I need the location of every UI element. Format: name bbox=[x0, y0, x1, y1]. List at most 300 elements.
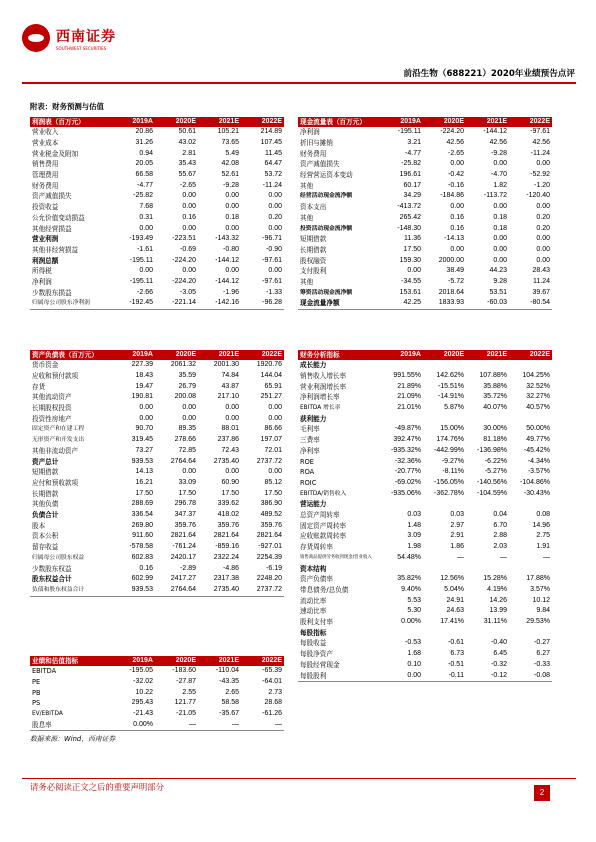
value-cell: -148.30 bbox=[397, 224, 421, 232]
row-label: 其他 bbox=[300, 213, 314, 222]
value-cell: 0.00 bbox=[182, 404, 196, 412]
value-cell: 0.00 bbox=[493, 256, 507, 264]
value-cell: 1833.93 bbox=[423, 298, 466, 309]
row-label: 经营活动现金流净额 bbox=[300, 193, 353, 200]
table-row bbox=[298, 478, 552, 489]
row-label: 资产减值损失 bbox=[32, 192, 72, 201]
value-cell: 0.20 bbox=[268, 213, 282, 221]
value-cell: 939.53 bbox=[131, 457, 153, 465]
value-cell: -193.49 bbox=[129, 235, 153, 243]
row-label: 其他负债 bbox=[32, 500, 59, 509]
value-cell: 39.67 bbox=[532, 288, 550, 296]
value-cell: 0.00 bbox=[268, 267, 282, 275]
value-cell: 15.00% bbox=[440, 425, 464, 433]
table-row bbox=[298, 424, 552, 435]
value-cell: 153.61 bbox=[399, 288, 421, 296]
value-cell: 386.90 bbox=[260, 500, 282, 508]
report-title: 前沿生物（688221）2020年业绩预告点评 bbox=[403, 69, 575, 79]
value-cell: 38.49 bbox=[446, 267, 464, 275]
value-cell: 42.56 bbox=[446, 138, 464, 146]
row-label: PS bbox=[32, 699, 41, 708]
value-cell: -0.27 bbox=[534, 639, 550, 647]
row-label: 投资性房地产 bbox=[32, 414, 72, 423]
value-cell: 35.72% bbox=[483, 393, 507, 401]
value-cell: 2.88 bbox=[493, 532, 507, 540]
row-label: 带息债务/总负债 bbox=[300, 585, 349, 594]
value-cell: -4.86 bbox=[223, 564, 239, 572]
row-label: 销售商品提供劳务收到现金/营业收入 bbox=[300, 554, 372, 560]
value-cell: 319.45 bbox=[131, 436, 153, 444]
value-cell: 336.54 bbox=[131, 511, 153, 519]
table-row bbox=[30, 531, 284, 542]
value-cell: 17.50 bbox=[403, 245, 421, 253]
row-label: 应付和预收款项 bbox=[32, 478, 79, 487]
value-cell bbox=[466, 564, 509, 575]
value-cell: 200.08 bbox=[174, 393, 196, 401]
table-row bbox=[298, 489, 552, 500]
table-row bbox=[30, 138, 284, 149]
value-cell: — bbox=[500, 553, 507, 561]
value-cell: -104.59% bbox=[477, 489, 507, 497]
value-cell: -0.12 bbox=[466, 671, 509, 682]
value-cell: -113.72 bbox=[483, 192, 507, 200]
value-cell: -362.78% bbox=[434, 489, 464, 497]
value-cell: 0.03 bbox=[407, 511, 421, 519]
value-cell: 0.00 bbox=[225, 414, 239, 422]
value-cell: 2764.64 bbox=[155, 585, 198, 596]
value-cell: 359.76 bbox=[260, 521, 282, 529]
table-row bbox=[298, 596, 552, 607]
table-row bbox=[298, 521, 552, 532]
value-cell: 6.70 bbox=[493, 521, 507, 529]
value-cell: -0.32 bbox=[491, 660, 507, 668]
valuation-table bbox=[30, 656, 284, 731]
table-row bbox=[30, 360, 284, 371]
table-row bbox=[30, 510, 284, 521]
value-cell: 2.73 bbox=[268, 688, 282, 696]
value-cell: -43.35 bbox=[219, 677, 239, 685]
table-row bbox=[30, 191, 284, 202]
value-cell bbox=[380, 564, 423, 575]
row-label: 股利支付率 bbox=[300, 618, 333, 627]
table-row bbox=[298, 457, 552, 468]
table-row bbox=[30, 234, 284, 245]
value-cell: 190.81 bbox=[131, 393, 153, 401]
value-cell: 9.40% bbox=[401, 585, 421, 593]
value-cell: -9.28 bbox=[491, 149, 507, 157]
table-row bbox=[298, 660, 552, 671]
table-row bbox=[298, 403, 552, 414]
value-cell: 1.86 bbox=[450, 543, 464, 551]
value-cell: — bbox=[241, 720, 284, 731]
value-cell: 288.69 bbox=[131, 500, 153, 508]
value-cell bbox=[509, 628, 552, 639]
value-cell: 159.30 bbox=[399, 256, 421, 264]
row-label: EBITDA 增长率 bbox=[300, 405, 341, 412]
value-cell: -761.24 bbox=[172, 543, 196, 551]
value-cell bbox=[423, 499, 466, 510]
year-header-cell: 2020E bbox=[423, 350, 466, 360]
value-cell: 2821.64 bbox=[170, 532, 196, 540]
value-cell: 0.00 bbox=[450, 203, 464, 211]
value-cell: 54.48% bbox=[397, 553, 421, 561]
value-cell: -935.06% bbox=[391, 489, 421, 497]
row-label: 其他非流动资产 bbox=[32, 446, 79, 455]
row-label: 其他流动资产 bbox=[32, 393, 72, 402]
value-cell: 35.59 bbox=[178, 371, 196, 379]
table-row bbox=[298, 298, 552, 309]
value-cell: -0.80 bbox=[223, 245, 239, 253]
year-header-cell: 2020E bbox=[155, 117, 198, 127]
value-cell: 1.91 bbox=[536, 543, 550, 551]
value-cell: -30.43% bbox=[523, 489, 550, 497]
table-row bbox=[30, 256, 284, 267]
table-title-cell: 利润表（百万元） bbox=[30, 117, 112, 127]
year-header-cell: 2020E bbox=[155, 656, 198, 666]
value-cell: 0.00 bbox=[493, 160, 507, 168]
value-cell: 991.55% bbox=[393, 371, 421, 379]
row-label: 支付股利 bbox=[300, 267, 327, 276]
value-cell: -35.67 bbox=[219, 710, 239, 718]
row-label: 存货 bbox=[32, 382, 46, 391]
value-cell: 14.26 bbox=[489, 596, 507, 604]
value-cell: 0.00% bbox=[401, 618, 421, 626]
value-cell: -195.11 bbox=[129, 256, 153, 264]
value-cell: 72.43 bbox=[221, 446, 239, 454]
value-cell: -156.05% bbox=[434, 478, 464, 486]
table-row bbox=[298, 256, 552, 267]
value-cell: -2.66 bbox=[137, 288, 153, 296]
row-label: 短期借款 bbox=[32, 468, 59, 477]
table-row bbox=[30, 159, 284, 170]
table-row bbox=[298, 138, 552, 149]
value-cell: 73.65 bbox=[221, 138, 239, 146]
value-cell: 0.00 bbox=[182, 468, 196, 476]
table-row bbox=[298, 414, 552, 425]
table-header-row bbox=[30, 656, 284, 666]
table-row bbox=[30, 288, 284, 299]
value-cell: 144.04 bbox=[260, 371, 282, 379]
table-row bbox=[298, 159, 552, 170]
table-row bbox=[30, 585, 284, 596]
value-cell: 42.56 bbox=[532, 138, 550, 146]
value-cell: 0.20 bbox=[536, 224, 550, 232]
value-cell: -32.36% bbox=[394, 457, 421, 465]
value-cell: 295.43 bbox=[131, 699, 153, 707]
value-cell: 74.84 bbox=[221, 371, 239, 379]
value-cell: -0.53 bbox=[405, 639, 421, 647]
value-cell: 29.53% bbox=[526, 618, 550, 626]
value-cell: 214.89 bbox=[260, 128, 282, 136]
row-label: 固定资产周转率 bbox=[300, 521, 347, 530]
value-cell: 0.00 bbox=[493, 245, 507, 253]
table-row bbox=[298, 213, 552, 224]
value-cell: 0.20 bbox=[536, 213, 550, 221]
row-label: 速动比率 bbox=[300, 607, 327, 616]
value-cell: -6.19 bbox=[266, 564, 282, 572]
value-cell: 17.50 bbox=[135, 489, 153, 497]
value-cell: 2735.40 bbox=[198, 585, 241, 596]
value-cell: 0.00 bbox=[225, 468, 239, 476]
value-cell: 49.77% bbox=[526, 436, 550, 444]
value-cell: 418.02 bbox=[217, 511, 239, 519]
value-cell: 251.27 bbox=[260, 393, 282, 401]
table-row bbox=[298, 531, 552, 542]
value-cell: -61.26 bbox=[262, 710, 282, 718]
value-cell: 21.09% bbox=[397, 393, 421, 401]
row-label: 负债合计 bbox=[32, 511, 59, 520]
value-cell: 0.00 bbox=[450, 160, 464, 168]
row-label: 三费率 bbox=[300, 436, 320, 445]
table-title-cell: 现金流量表（百万元） bbox=[298, 117, 380, 127]
row-label: 营运能力 bbox=[300, 500, 327, 509]
value-cell: -96.28 bbox=[241, 298, 284, 309]
row-label: 净利润 bbox=[32, 278, 52, 287]
value-cell: 28.43 bbox=[532, 267, 550, 275]
value-cell: -25.82 bbox=[133, 192, 153, 200]
value-cell: 2.55 bbox=[182, 688, 196, 696]
value-cell: 0.00 bbox=[493, 235, 507, 243]
table-row bbox=[30, 424, 284, 435]
value-cell: -3.57% bbox=[527, 468, 550, 476]
value-cell: -8.11% bbox=[442, 468, 464, 476]
value-cell: 31.11% bbox=[483, 618, 507, 626]
value-cell: -413.72 bbox=[397, 203, 421, 211]
value-cell: 6.73 bbox=[450, 650, 464, 658]
row-label: 管理费用 bbox=[32, 171, 59, 180]
value-cell bbox=[509, 564, 552, 575]
value-cell: -96.71 bbox=[262, 235, 282, 243]
value-cell: 0.00 bbox=[268, 224, 282, 232]
value-cell: -859.16 bbox=[215, 543, 239, 551]
value-cell: 265.42 bbox=[399, 213, 421, 221]
table-row bbox=[298, 467, 552, 478]
value-cell: 12.56% bbox=[440, 575, 464, 583]
row-label: 股本 bbox=[32, 521, 46, 530]
table-row bbox=[298, 360, 552, 371]
table-row bbox=[298, 649, 552, 660]
row-label: 股息率 bbox=[30, 720, 112, 731]
table-row bbox=[30, 688, 284, 699]
value-cell: 5.04% bbox=[444, 585, 464, 593]
value-cell: 0.00 bbox=[450, 245, 464, 253]
value-cell: 0.00 bbox=[536, 160, 550, 168]
value-cell: 11.45 bbox=[265, 149, 282, 157]
value-cell: 939.53 bbox=[112, 585, 155, 596]
value-cell: -5.72 bbox=[448, 278, 464, 286]
row-label: 货币资金 bbox=[32, 361, 59, 370]
value-cell: 0.00 bbox=[182, 414, 196, 422]
value-cell: 0.00 bbox=[182, 224, 196, 232]
value-cell: 237.86 bbox=[217, 436, 239, 444]
value-cell: 5.30 bbox=[407, 607, 421, 615]
row-label: 资本公积 bbox=[32, 532, 59, 541]
row-label: 净利润增长率 bbox=[300, 393, 340, 402]
value-cell: 32.52% bbox=[526, 382, 550, 390]
value-cell: — bbox=[543, 553, 550, 561]
value-cell bbox=[509, 360, 552, 371]
company-logo bbox=[22, 22, 162, 68]
table-row bbox=[298, 671, 552, 682]
value-cell: -14.13 bbox=[444, 235, 464, 243]
row-label: 留存收益 bbox=[32, 543, 59, 552]
value-cell: 19.47 bbox=[135, 382, 153, 390]
value-cell: 17.41% bbox=[440, 618, 464, 626]
value-cell: -9.28 bbox=[223, 181, 239, 189]
value-cell: -195.11 bbox=[129, 278, 153, 286]
row-label: 经营营运资本变动 bbox=[300, 171, 353, 180]
value-cell: -97.61 bbox=[262, 278, 282, 286]
table-row bbox=[298, 181, 552, 192]
table-row bbox=[30, 478, 284, 489]
value-cell: 0.00 bbox=[225, 267, 239, 275]
year-header-cell: 2020E bbox=[423, 117, 466, 127]
value-cell: 33.09 bbox=[178, 478, 196, 486]
year-header-cell: 2020E bbox=[155, 350, 198, 360]
value-cell: -120.40 bbox=[526, 192, 550, 200]
value-cell: -45.42% bbox=[523, 446, 550, 454]
value-cell: -192.45 bbox=[112, 298, 155, 309]
table-row bbox=[298, 277, 552, 288]
value-cell: 11.24 bbox=[533, 278, 550, 286]
value-cell: -11.24 bbox=[262, 181, 282, 189]
table-row bbox=[298, 553, 552, 564]
row-label: 应收和预付款项 bbox=[32, 371, 79, 380]
value-cell: 1.82 bbox=[493, 181, 507, 189]
value-cell: -224.20 bbox=[440, 128, 464, 136]
row-label: 营业利润 bbox=[32, 235, 59, 244]
value-cell: -14.91% bbox=[437, 393, 464, 401]
value-cell: 2.03 bbox=[493, 543, 507, 551]
value-cell bbox=[466, 360, 509, 371]
value-cell: 34.29 bbox=[403, 192, 421, 200]
value-cell: -142.16 bbox=[198, 298, 241, 309]
value-cell: -5.27% bbox=[484, 468, 507, 476]
value-cell: -184.86 bbox=[440, 192, 464, 200]
value-cell: 42.56 bbox=[489, 138, 507, 146]
table-row bbox=[298, 202, 552, 213]
row-label: 现金流量净额 bbox=[298, 298, 380, 309]
financial-ratios-table bbox=[298, 350, 552, 682]
year-header-cell: 2021E bbox=[466, 117, 509, 127]
table-row bbox=[298, 446, 552, 457]
row-label: 资产负债率 bbox=[300, 575, 333, 584]
logo-en-text: SOUTHWEST SECURITIES bbox=[56, 46, 107, 51]
value-cell: -0.90 bbox=[266, 245, 282, 253]
value-cell bbox=[423, 628, 466, 639]
row-label: 无形资产和开发支出 bbox=[32, 437, 85, 444]
table-row bbox=[298, 564, 552, 575]
value-cell: 73.27 bbox=[135, 446, 153, 454]
value-cell bbox=[380, 628, 423, 639]
value-cell: 35.43 bbox=[178, 160, 196, 168]
value-cell: -0.51 bbox=[448, 660, 464, 668]
value-cell: 18.43 bbox=[135, 371, 153, 379]
table-row bbox=[30, 489, 284, 500]
value-cell: 2254.39 bbox=[256, 553, 282, 561]
value-cell: 2322.24 bbox=[213, 553, 239, 561]
value-cell: — bbox=[155, 720, 198, 731]
year-header-cell: 2021E bbox=[198, 656, 241, 666]
value-cell: 14.13 bbox=[135, 468, 153, 476]
row-label: 总资产周转率 bbox=[300, 511, 340, 520]
table-row bbox=[30, 149, 284, 160]
value-cell: 0.00 bbox=[139, 224, 153, 232]
value-cell: -221.14 bbox=[155, 298, 198, 309]
value-cell bbox=[466, 628, 509, 639]
row-label: 营业税金及附加 bbox=[32, 149, 79, 158]
row-label: 少数股东权益 bbox=[32, 564, 72, 573]
value-cell: 2000.00 bbox=[438, 256, 464, 264]
value-cell: 0.18 bbox=[225, 213, 239, 221]
table-row bbox=[30, 698, 284, 709]
table-title-cell: 资产负债表（百万元） bbox=[30, 350, 112, 360]
table-row bbox=[298, 585, 552, 596]
row-label: 销售收入增长率 bbox=[300, 371, 347, 380]
value-cell: 44.23 bbox=[489, 267, 507, 275]
year-header-cell: 2021E bbox=[466, 350, 509, 360]
value-cell: 35.88% bbox=[483, 382, 507, 390]
value-cell: 2317.38 bbox=[213, 575, 239, 583]
row-label: 营业收入 bbox=[32, 128, 59, 137]
value-cell: 40.07% bbox=[483, 404, 507, 412]
table-title-cell: 财务分析指标 bbox=[298, 350, 380, 360]
table-row bbox=[298, 382, 552, 393]
table-row bbox=[30, 720, 284, 731]
value-cell: 10.22 bbox=[135, 688, 153, 696]
value-cell: 2.91 bbox=[450, 532, 464, 540]
value-cell: 911.60 bbox=[132, 532, 153, 540]
table-row bbox=[30, 414, 284, 425]
value-cell: 1920.76 bbox=[256, 361, 282, 369]
value-cell: 2018.64 bbox=[438, 288, 464, 296]
value-cell: -0.08 bbox=[509, 671, 552, 682]
logo-text: 西南证券 bbox=[56, 29, 116, 45]
value-cell: 339.62 bbox=[217, 500, 239, 508]
value-cell: -3.05 bbox=[180, 288, 196, 296]
row-label: 资本结构 bbox=[300, 564, 327, 573]
table-row bbox=[30, 666, 284, 677]
value-cell: -69.02% bbox=[394, 478, 421, 486]
value-cell: -1.33 bbox=[266, 288, 282, 296]
table-row bbox=[298, 574, 552, 585]
value-cell: 40.57% bbox=[526, 404, 550, 412]
row-label: ROE bbox=[300, 457, 314, 466]
table-row bbox=[298, 149, 552, 160]
row-label: 每股指标 bbox=[300, 628, 327, 637]
value-cell: -4.34% bbox=[527, 457, 550, 465]
value-cell: 2764.64 bbox=[170, 457, 196, 465]
value-cell: 0.00 bbox=[268, 203, 282, 211]
value-cell: 142.62% bbox=[436, 371, 464, 379]
value-cell: 296.78 bbox=[174, 500, 196, 508]
value-cell: 0.00 bbox=[380, 671, 423, 682]
value-cell: 2417.27 bbox=[170, 575, 196, 583]
row-label: 流动比率 bbox=[300, 596, 327, 605]
value-cell: -21.43 bbox=[133, 710, 153, 718]
row-label: 归属母公司股东净利润 bbox=[30, 298, 112, 309]
value-cell: 0.00 bbox=[268, 468, 282, 476]
value-cell: 0.16 bbox=[450, 224, 464, 232]
row-label: 每股净资产 bbox=[300, 650, 333, 659]
table-header-row bbox=[30, 117, 284, 127]
row-label: 获利能力 bbox=[300, 414, 327, 423]
row-label: ROA bbox=[300, 468, 315, 477]
value-cell: 0.00 bbox=[268, 192, 282, 200]
table-row bbox=[298, 170, 552, 181]
year-header-cell: 2019A bbox=[112, 117, 155, 127]
value-cell: 43.02 bbox=[178, 138, 196, 146]
